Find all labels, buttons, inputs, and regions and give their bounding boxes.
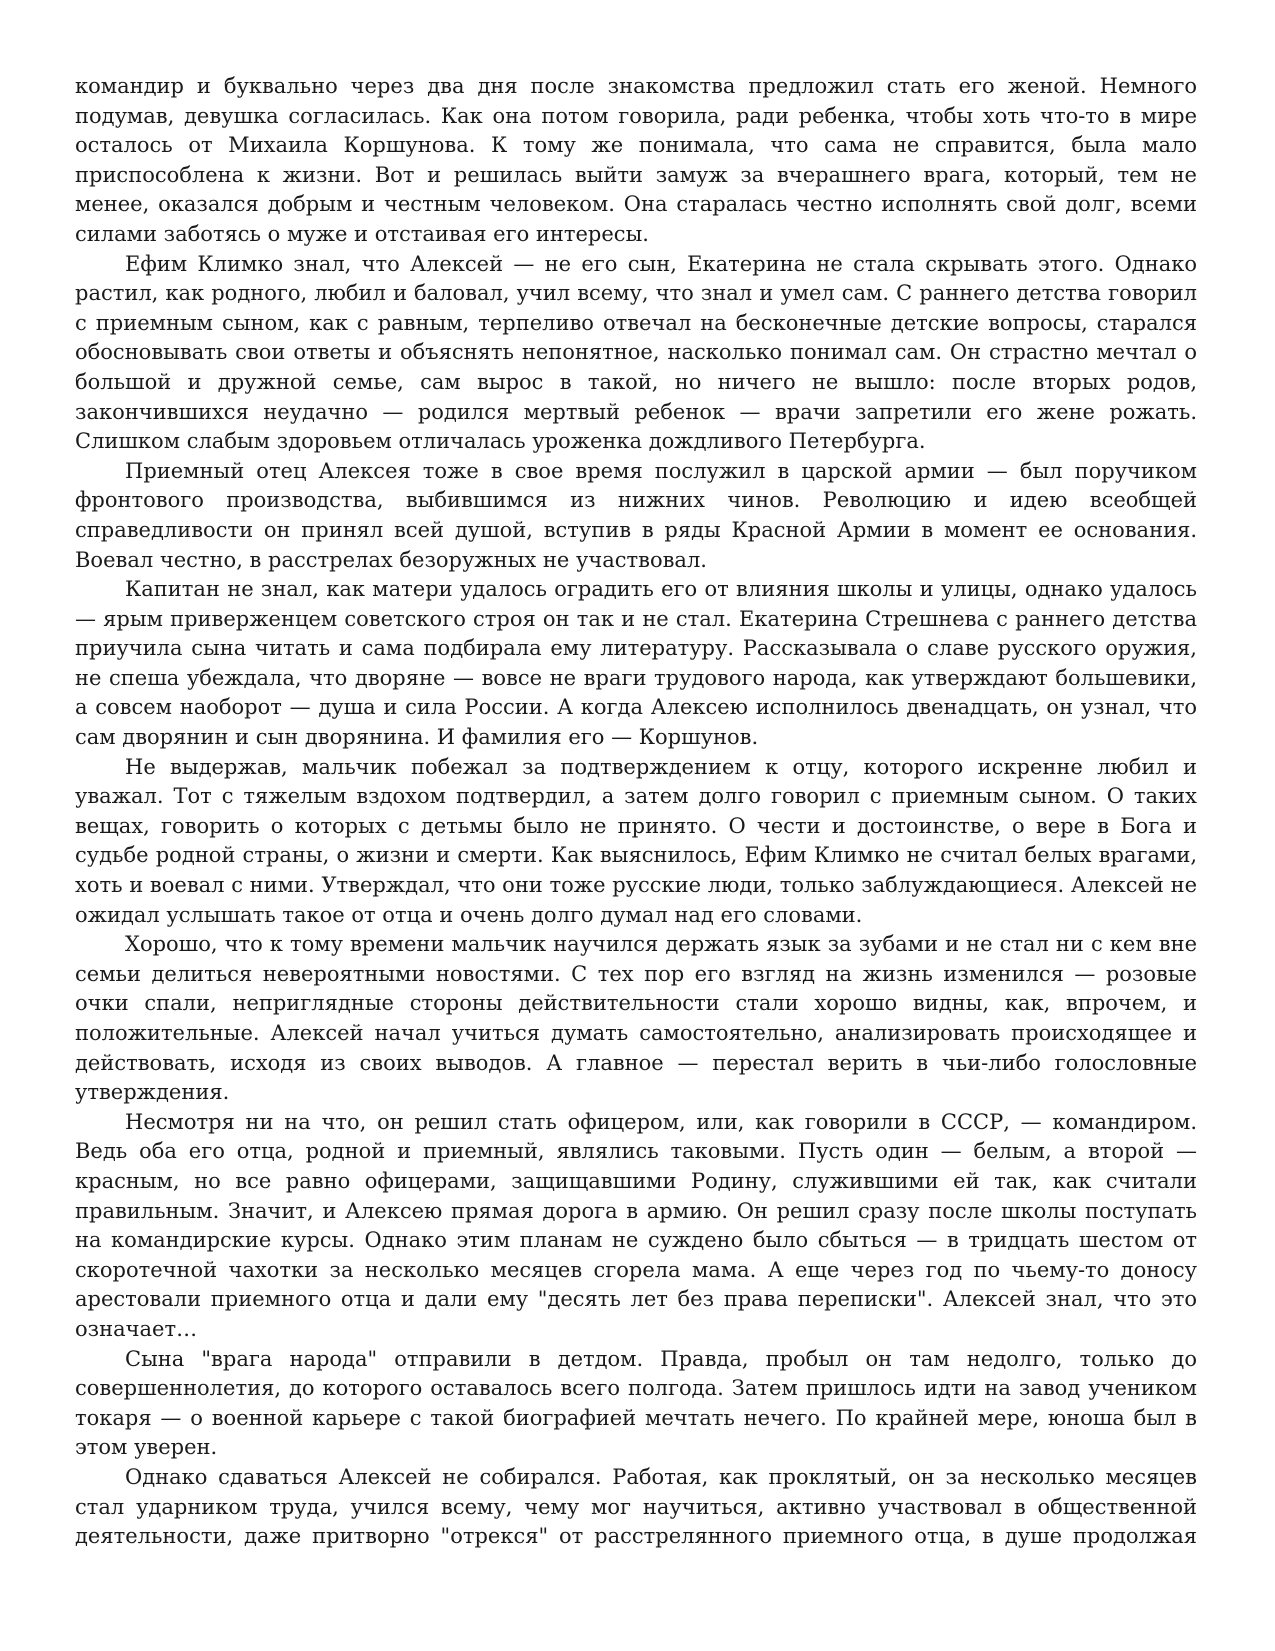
paragraph-7: Несмотря ни на что, он решил стать офицером, или, как говорили в СССР, — командиром. Ведь оба его отца, родной и приемный, являлись таковыми. Пусть один — белым, а второй — красным, но все равно офицерами, защищавшими Родину, служившими ей так, как считали правильным. Значит, и Алексею прямая дорога в армию. Он решил сразу после школы поступать на командирские курсы. Однако этим планам не суждено было сбыться — в тридцать шестом от скоротечной чахотки за несколько месяцев сгорела мама. А еще через год по чьему-то доносу арестовали приемного отца и дали ему "десять лет без права переписки". Алексей знал, что это означает… [75, 1109, 1197, 1341]
paragraph-2: Ефим Климко знал, что Алексей — не его сын, Екатерина не стала скрывать этого. Однако растил, как родного, любил и баловал, учил всему, что знал и умел сам. С раннего детства говорил с приемным сыном, как с равным, терпеливо отвечал на бесконечные детские вопросы, старался обосновывать свои ответы и объяснять непонятное, насколько понимал сам. Он страстно мечтал о большой и дружной семье, сам вырос в такой, но ничего не вышло: после вторых родов, закончившихся неудачно — родился мертвый ребенок — врачи запретили его жене рожать. Слишком слабым здоровьем отличалась уроженка дождливого Петербурга. [75, 251, 1197, 454]
paragraph-8: Сына "врага народа" отправили в детдом. Правда, пробыл он там недолго, только до совершеннолетия, до которого оставалось всего полгода. Затем пришлось идти на завод учеником токаря — о военной карьере с такой биографией мечтать нечего. По крайней мере, юноша был в этом уверен. [75, 1346, 1197, 1460]
paragraph-5: Не выдержав, мальчик побежал за подтверждением к отцу, которого искренне любил и уважал. Тот с тяжелым вздохом подтвердил, а затем долго говорил с приемным сыном. О таких вещах, говорить о которых с детьмы было не принято. О чести и достоинстве, о вере в Бога и судьбе родной страны, о жизни и смерти. Как выяснилось, Ефим Климко не считал белых врагами, хоть и воевал с ними. Утверждал, что они тоже русские люди, только заблуждающиеся. Алексей не ожидал услышать такое от отца и очень долго думал над его словами. [75, 754, 1197, 927]
body-text [75, 72, 1197, 1552]
paragraph-4: Капитан не знал, как матери удалось оградить его от влияния школы и улицы, однако удалось — ярым приверженцем советского строя он так и не стал. Екатерина Стрешнева с раннего детства приучила сына читать и сама подбирала ему литературу. Рассказывала о славе русского оружия, не спеша убеждала, что дворяне — вовсе не враги трудового народа, как утверждают большевики, а совсем наоборот — душа и сила России. А когда Алексею исполнилось двенадцать, он узнал, что сам дворянин и сын дворянина. И фамилия его — Коршунов. [75, 577, 1197, 750]
paragraph-1: командир и буквально через два дня после знакомства предложил стать его женой. Немного подумав, девушка согласилась. Как она потом говорила, ради ребенка, чтобы хоть что-то в мире осталось от Михаила Коршунова. К тому же понимала, что сама не справится, была мало приспособлена к жизни. Вот и решилась выйти замуж за вчерашнего врага, который, тем не менее, оказался добрым и честным человеком. Она старалась честно исполнять свой долг, всеми силами заботясь о муже и отстаивая его интересы. [75, 74, 1197, 246]
paragraph-9: Однако сдаваться Алексей не собирался. Работая, как проклятый, он за несколько месяцев стал ударником труда, учился всему, чему мог научиться, активно участвовал в общественной деятельности, даже притворно "отрекся" от расстрелянного приемного отца, в душе продолжая [75, 1464, 1197, 1549]
paragraph-6: Хорошо, что к тому времени мальчик научился держать язык за зубами и не стал ни с кем вне семьи делиться невероятными новостями. С тех пор его взгляд на жизнь изменился — розовые очки спали, неприглядные стороны действительности стали хорошо видны, как, впрочем, и положительные. Алексей начал учиться думать самостоятельно, анализировать происходящее и действовать, исходя из своих выводов. А главное — перестал верить в чьи-либо голословные утверждения. [75, 932, 1197, 1105]
paragraph-3: Приемный отец Алексея тоже в свое время послужил в царской армии — был поручиком фронтового производства, выбившимся из нижних чинов. Революцию и идею всеобщей справедливости он принял всей душой, вступив в ряды Красной Армии в момент ее основания. Воевал честно, в расстрелах безоружных не участвовал. [75, 458, 1197, 572]
